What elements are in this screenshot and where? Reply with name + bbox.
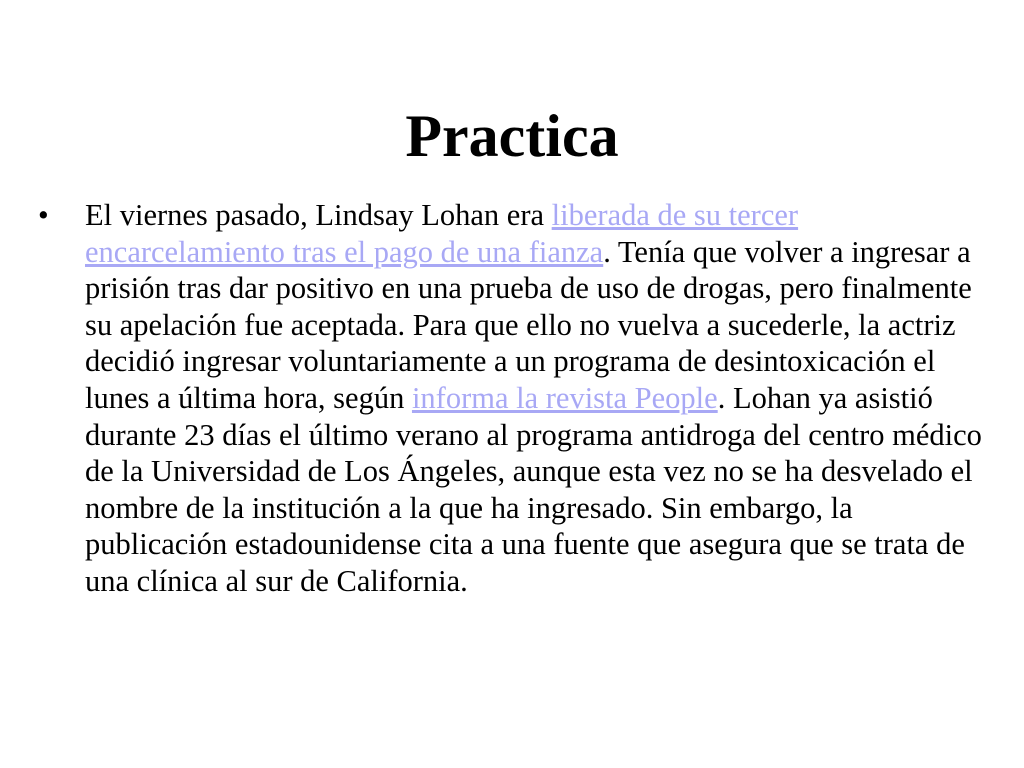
paragraph-text-1: El viernes pasado, Lindsay Lohan era <box>85 198 552 232</box>
paragraph-text-2: . Tenía que volver a ingresar a prisión tras dar positivo en una prueba de uso de drogas, pero finalmente su apelación fue aceptada. Para que ello no vuelva a sucederle, la actriz decidió ingresar voluntariamente a un programa de desintoxicación el lunes a última hora, según <box>85 234 972 415</box>
bullet-icon: • <box>38 198 49 232</box>
bullet-list <box>38 197 998 600</box>
slide-title: Practica <box>405 103 619 169</box>
link-liberada-fianza[interactable]: liberada de su tercer encarcelamiento tras el pago de una fianza <box>85 198 799 269</box>
bullet-item <box>38 197 998 600</box>
paragraph-text-3: . Lohan ya asistió durante 23 días el último verano al programa antidroga del centro médico de la Universidad de Los Ángeles, aunque esta vez no se ha desvelado el nombre de la institución a la que ha ingresado. Sin embargo, la publicación estadounidense cita a una fuente que asegura que se trata de una clínica al sur de California. <box>85 380 982 598</box>
link-revista-people[interactable]: informa la revista People <box>411 380 718 415</box>
